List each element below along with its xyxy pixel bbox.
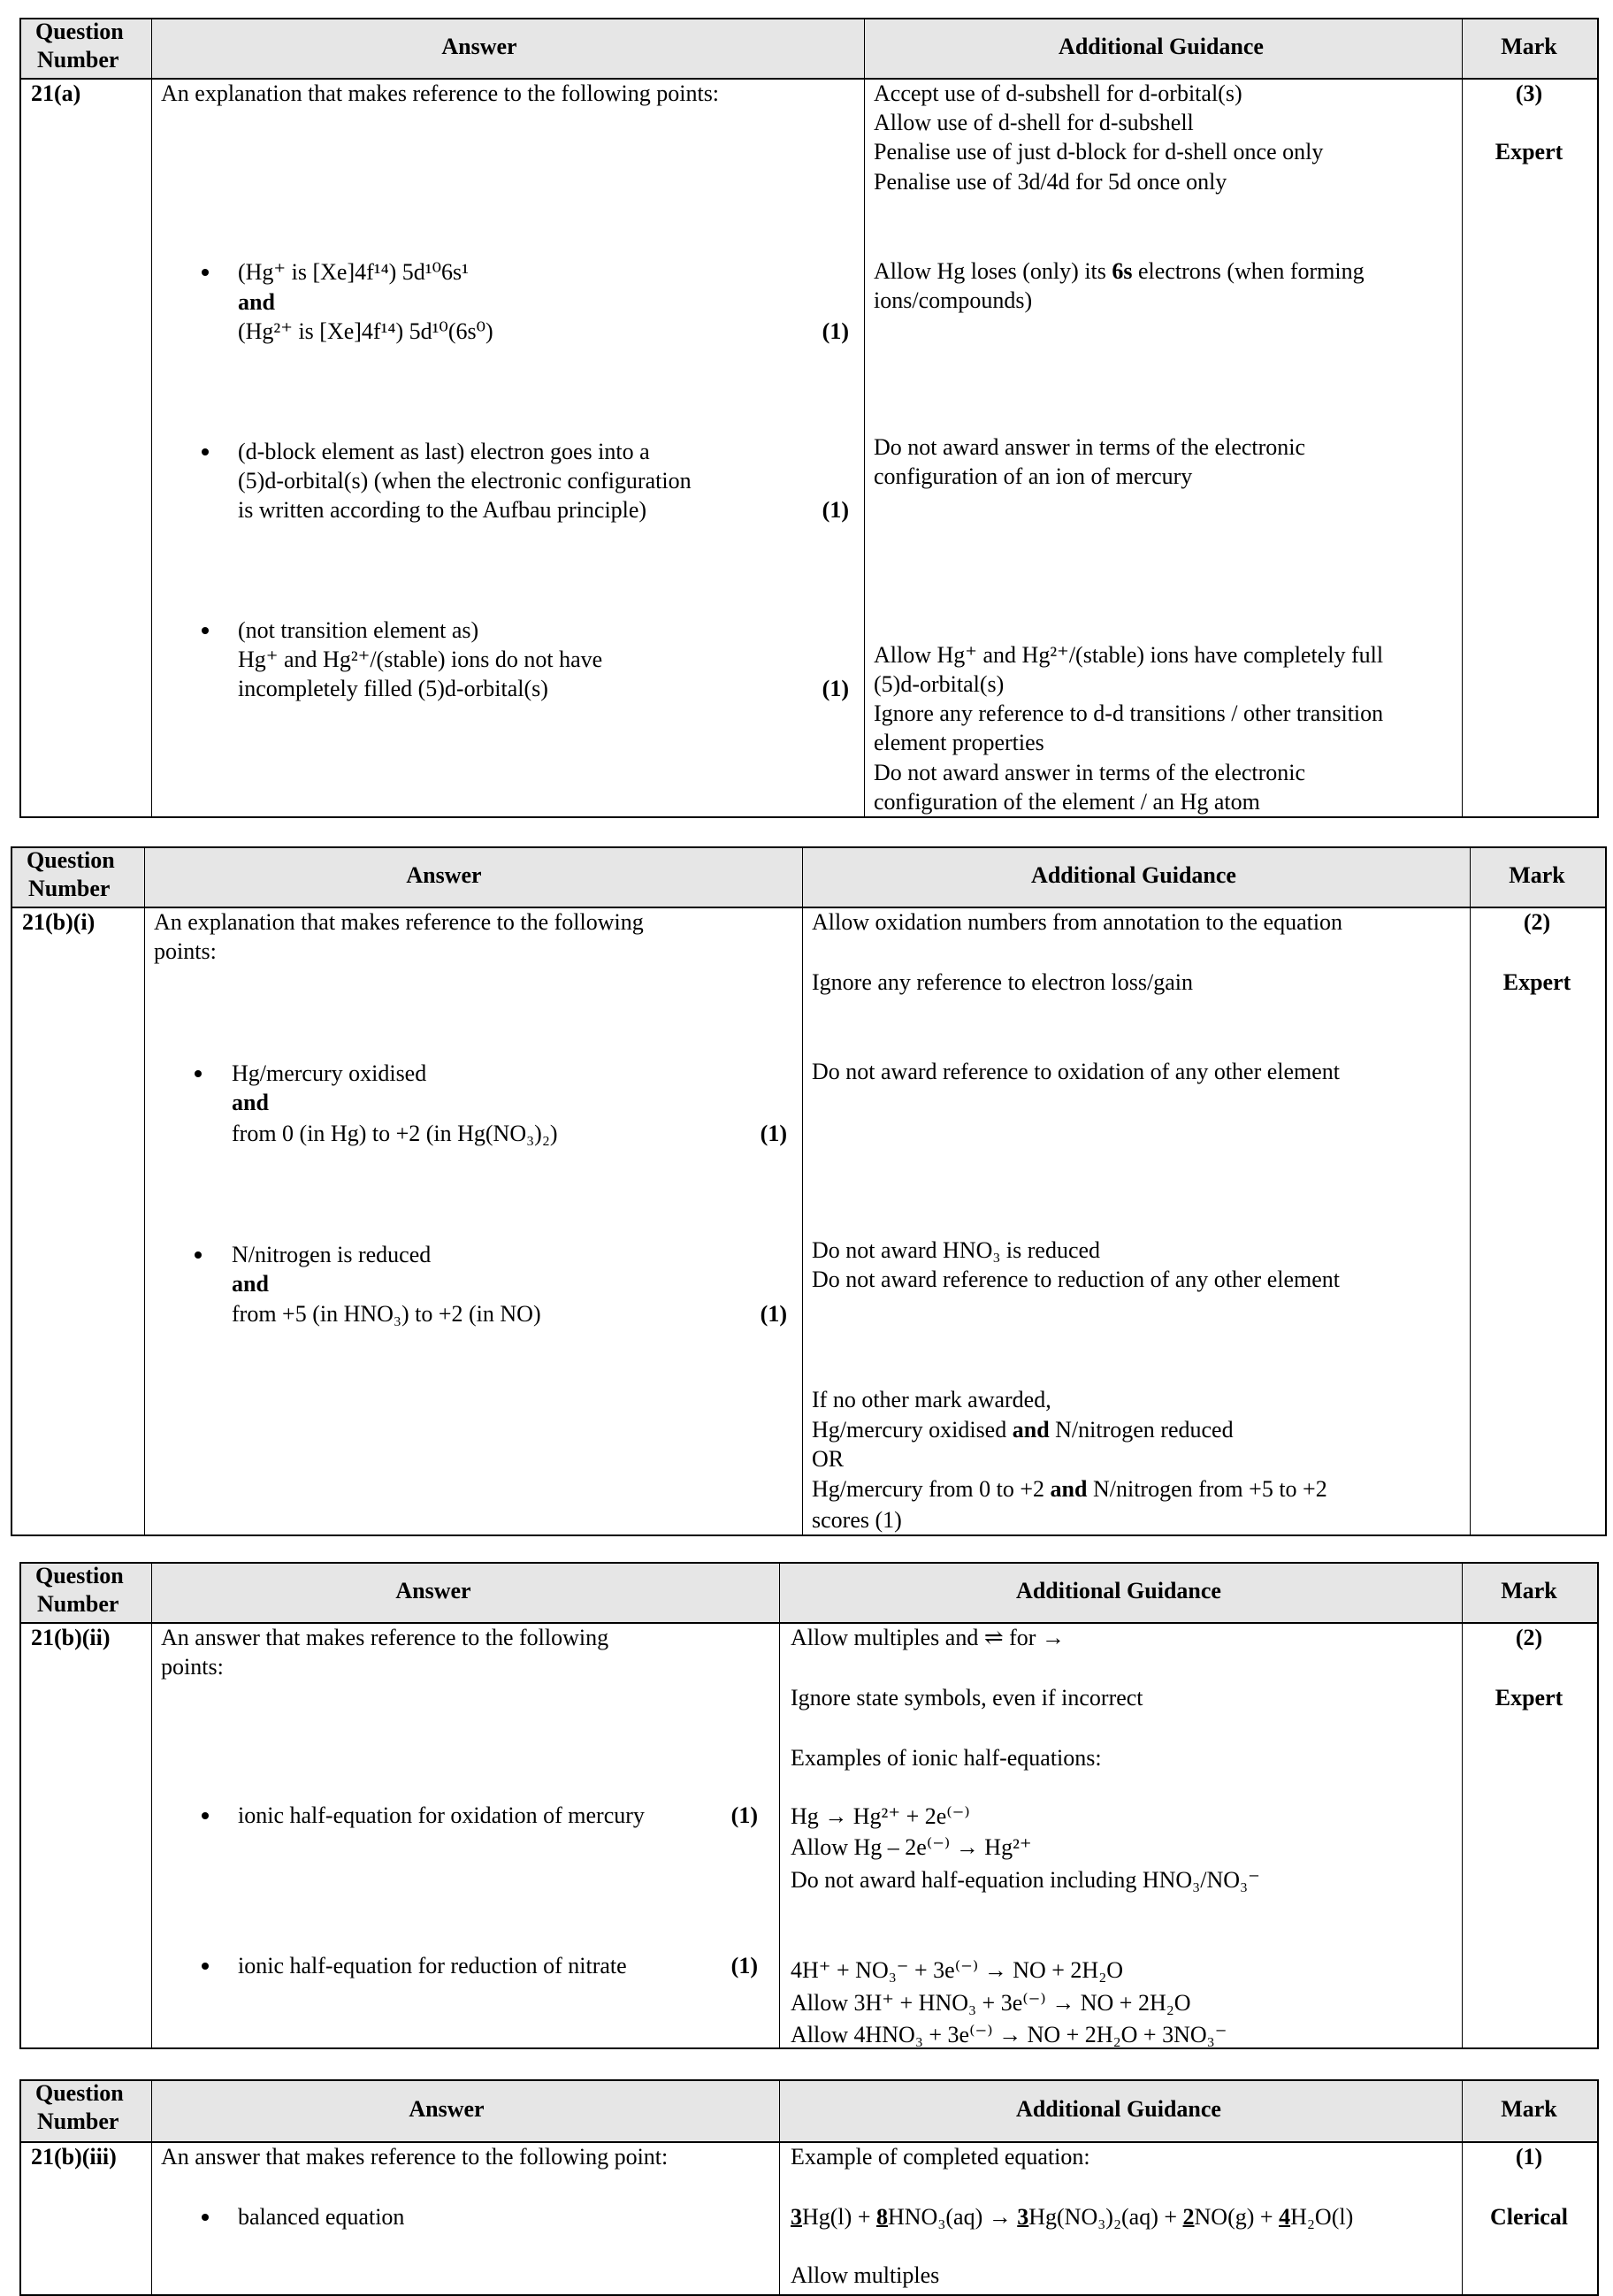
mark-type: Clerical: [1489, 2204, 1569, 2230]
answer-point: balanced equation: [238, 2204, 405, 2230]
header-row: [12, 848, 1605, 908]
guidance-line: Do not award half-equation including HNO₃/NO₃⁻: [791, 1867, 1260, 1893]
mark-type: Expert: [1495, 139, 1563, 165]
guidance-line: Penalise use of 3d/4d for 5d once only: [874, 169, 1227, 195]
text: Hg(NO₃)₂(aq) +: [1028, 2204, 1183, 2230]
bullet-icon: [202, 627, 209, 634]
header-row: [21, 2081, 1597, 2143]
guidance-line: Allow Hg⁺ and Hg²⁺/(stable) ions have completely full: [874, 642, 1384, 668]
guidance-line: [874, 257, 1365, 286]
bullet-icon: [202, 448, 209, 455]
point-mark: (1): [760, 1121, 787, 1146]
header-question: Question: [35, 1563, 124, 1588]
bullet-icon: [202, 269, 209, 276]
text: electrons (when forming: [1132, 258, 1365, 284]
guidance-line: Example of completed equation:: [791, 2144, 1090, 2170]
question-number: 21(b)(ii): [31, 1625, 111, 1650]
answer-intro: points:: [154, 938, 217, 964]
guidance-line: Allow multiples and ⇌ for →: [791, 1625, 1065, 1650]
text-bold: 6s: [1112, 258, 1133, 284]
guidance-line: Do not award answer in terms of the electronic: [874, 434, 1306, 460]
header-answer: Answer: [406, 862, 482, 888]
guidance-line: Allow multiples: [791, 2262, 940, 2288]
header-question: Question: [35, 2080, 124, 2106]
point-mark: (1): [822, 676, 849, 701]
mark-type: Expert: [1495, 1685, 1563, 1711]
header-guidance: Additional Guidance: [1059, 34, 1264, 59]
guidance-line: OR: [812, 1446, 845, 1472]
coefficient: 3: [1017, 2204, 1029, 2230]
header-number: Number: [37, 1591, 119, 1617]
guidance-line: element properties: [874, 730, 1044, 755]
point-mark: (1): [730, 1953, 758, 1978]
answer-point: (d-block element as last) electron goes into a: [238, 439, 650, 464]
header-number: Number: [28, 876, 111, 901]
total-mark: (2): [1523, 909, 1551, 935]
guidance-line: Allow oxidation numbers from annotation to the equation: [812, 909, 1343, 935]
answer-intro: An explanation that makes reference to the following: [154, 909, 644, 935]
answer-point: and: [232, 1090, 269, 1115]
bullet-icon: [202, 1963, 209, 1970]
header-mark: Mark: [1501, 34, 1557, 59]
guidance-line: Allow use of d-shell for d-subshell: [874, 110, 1194, 135]
guidance-line: configuration of the element / an Hg atom: [874, 789, 1260, 815]
question-number: 21(b)(i): [22, 909, 96, 935]
header-guidance: Additional Guidance: [1031, 862, 1236, 888]
text: Hg/mercury oxidised: [812, 1417, 1013, 1443]
answer-point: from 0 (in Hg) to +2 (in Hg(NO₃)₂): [232, 1121, 558, 1146]
guidance-line: Ignore state symbols, even if incorrect: [791, 1685, 1143, 1711]
text: Hg/mercury from 0 to +2: [812, 1476, 1051, 1502]
text: HNO₃(aq) →: [887, 2204, 1018, 2230]
text: NO(g) +: [1194, 2204, 1280, 2230]
header-question: Question: [27, 847, 115, 873]
header-number: Number: [37, 2108, 119, 2134]
text: Allow Hg loses (only) its: [874, 258, 1112, 284]
answer-point: (not transition element as): [238, 617, 479, 643]
guidance-line: Ignore any reference to d-d transitions / other transition: [874, 700, 1384, 726]
answer-point: (Hg²⁺ is [Xe]4f¹⁴) 5d¹⁰(6s⁰): [238, 318, 493, 344]
question-number: 21(b)(iii): [31, 2144, 117, 2170]
bullet-icon: [195, 1251, 202, 1259]
guidance-line: Allow 3H⁺ + HNO₃ + 3e⁽⁻⁾ → NO + 2H₂O: [791, 1990, 1191, 2016]
coefficient: 8: [875, 2204, 888, 2230]
guidance-line: Accept use of d-subshell for d-orbital(s): [874, 80, 1242, 106]
guidance-line: [812, 1475, 1327, 1504]
point-mark: (1): [730, 1802, 758, 1828]
header-mark: Mark: [1501, 2096, 1557, 2122]
total-mark: (1): [1515, 2144, 1543, 2170]
header-mark: Mark: [1509, 862, 1565, 888]
answer-point: (5)d-orbital(s) (when the electronic configuration: [238, 468, 692, 494]
guidance-line: Do not award reference to reduction of any other element: [812, 1267, 1341, 1292]
header-mark: Mark: [1501, 1578, 1557, 1603]
header-number: Number: [37, 47, 119, 73]
header-row: [21, 1564, 1597, 1624]
guidance-line: If no other mark awarded,: [812, 1387, 1051, 1412]
guidance-line: Allow 4HNO₃ + 3e⁽⁻⁾ → NO + 2H₂O + 3NO₃⁻: [791, 2022, 1227, 2047]
text: N/nitrogen from +5 to +2: [1087, 1476, 1327, 1502]
text: N/nitrogen reduced: [1049, 1417, 1234, 1443]
guidance-line: Examples of ionic half-equations:: [791, 1745, 1102, 1771]
coefficient: 4: [1279, 2204, 1291, 2230]
point-mark: (1): [822, 318, 849, 344]
header-guidance: Additional Guidance: [1016, 2096, 1221, 2122]
coefficient: 3: [791, 2204, 802, 2230]
total-mark: (3): [1515, 80, 1543, 106]
question-number: 21(a): [31, 80, 81, 106]
answer-point: and: [238, 289, 275, 315]
guidance-line: Do not award answer in terms of the electronic: [874, 760, 1306, 785]
guidance-line: Do not award HNO₃ is reduced: [812, 1237, 1101, 1263]
header-answer: Answer: [409, 2096, 485, 2122]
answer-point: and: [232, 1271, 269, 1297]
text-bold: and: [1012, 1417, 1050, 1443]
header-answer: Answer: [441, 34, 517, 59]
total-mark: (2): [1515, 1625, 1543, 1650]
guidance-line: Do not award reference to oxidation of any other element: [812, 1059, 1341, 1084]
guidance-line: [812, 1416, 1234, 1444]
text: H₂O(l): [1290, 2204, 1354, 2230]
table-21bi: [11, 846, 1607, 1536]
bullet-icon: [202, 2214, 209, 2221]
answer-point: ionic half-equation for oxidation of mercury: [238, 1802, 645, 1828]
answer-point: (Hg⁺ is [Xe]4f¹⁴) 5d¹⁰6s¹: [238, 259, 469, 285]
guidance-line: Allow Hg – 2e⁽⁻⁾ → Hg²⁺: [791, 1834, 1032, 1860]
balanced-equation: [791, 2203, 1353, 2231]
answer-point: incompletely filled (5)d-orbital(s): [238, 676, 548, 701]
guidance-line: ions/compounds): [874, 287, 1033, 313]
answer-point: Hg⁺ and Hg²⁺/(stable) ions do not have: [238, 647, 603, 672]
guidance-line: (5)d-orbital(s): [874, 671, 1005, 697]
guidance-line: Penalise use of just d-block for d-shell once only: [874, 139, 1324, 165]
header-row: [21, 19, 1597, 80]
answer-intro: points:: [161, 1654, 224, 1680]
text-bold: and: [1050, 1476, 1088, 1502]
bullet-icon: [202, 1812, 209, 1819]
answer-point: N/nitrogen is reduced: [232, 1242, 432, 1267]
answer-point: Hg/mercury oxidised: [232, 1060, 427, 1086]
guidance-line: scores (1): [812, 1507, 902, 1533]
answer-intro: An answer that makes reference to the following: [161, 1625, 609, 1650]
answer-point: is written according to the Aufbau principle): [238, 497, 647, 523]
coefficient: 2: [1182, 2204, 1195, 2230]
point-mark: (1): [822, 497, 849, 523]
answer-intro: An explanation that makes reference to the following points:: [161, 80, 720, 106]
answer-intro: An answer that makes reference to the following point:: [161, 2144, 669, 2170]
answer-point: from +5 (in HNO₃) to +2 (in NO): [232, 1301, 541, 1327]
guidance-line: Hg → Hg²⁺ + 2e⁽⁻⁾: [791, 1803, 970, 1829]
guidance-line: 4H⁺ + NO₃⁻ + 3e⁽⁻⁾ → NO + 2H₂O: [791, 1957, 1124, 1983]
text: Hg(l) +: [802, 2204, 876, 2230]
guidance-line: configuration of an ion of mercury: [874, 463, 1193, 489]
header-guidance: Additional Guidance: [1016, 1578, 1221, 1603]
point-mark: (1): [760, 1301, 787, 1327]
answer-point: ionic half-equation for reduction of nitrate: [238, 1953, 627, 1978]
header-answer: Answer: [395, 1578, 471, 1603]
mark-type: Expert: [1502, 969, 1571, 995]
guidance-line: Ignore any reference to electron loss/gain: [812, 969, 1193, 995]
header-question: Question: [35, 19, 124, 44]
bullet-icon: [195, 1070, 202, 1077]
